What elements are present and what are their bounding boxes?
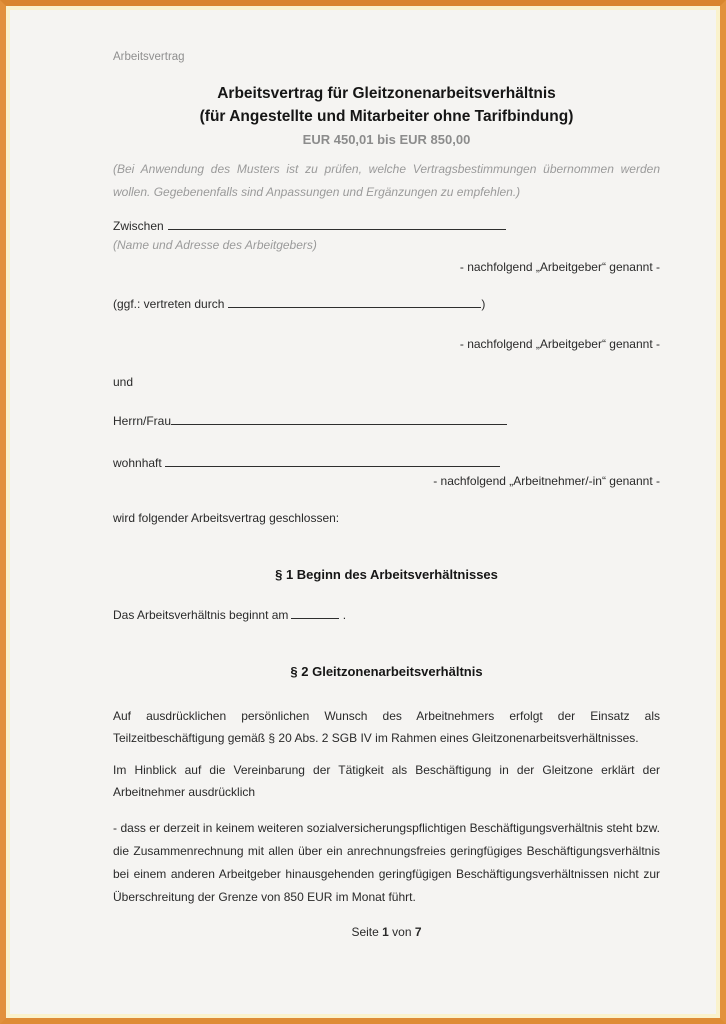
start-date-row — [113, 605, 660, 623]
footer-von-label: von — [392, 925, 412, 939]
employee-row — [113, 411, 660, 429]
employer-designation: - nachfolgend „Arbeitgeber“ genannt - — [459, 260, 660, 274]
employee-designation: - nachfolgend „Arbeitnehmer/-in“ genannt - — [433, 474, 660, 488]
section-1-heading: § 1 Beginn des Arbeitsverhältnisses — [275, 567, 498, 582]
employer-hint: (Name und Adresse des Arbeitgebers) — [113, 238, 317, 252]
footer-page-number: 1 — [382, 925, 389, 939]
employee-label: Herrn/Frau — [113, 414, 172, 428]
start-date-suffix: . — [342, 608, 347, 622]
contract-title-line1: Arbeitsvertrag für Gleitzonenarbeitsverhältnis — [217, 85, 556, 102]
zwischen-label: Zwischen — [113, 219, 164, 233]
start-date-prefix: Das Arbeitsverhältnis beginnt am — [113, 608, 289, 622]
wohnhaft-label: wohnhaft — [113, 456, 162, 470]
start-date-blank — [291, 605, 339, 619]
section-2-paragraph-2: Im Hinblick auf die Vereinbarung der Tätigkeit als Beschäftigung in der Gleitzone erklärt der Arbeitnehmer ausdrücklich — [113, 763, 660, 799]
und-label: und — [113, 375, 134, 389]
representative-name-blank — [228, 294, 481, 308]
header-label: Arbeitsvertrag — [113, 51, 185, 63]
employee-address-blank — [165, 453, 500, 467]
section-2-paragraph-3: - dass er derzeit in keinem weiteren sozialversicherungspflichtigen Beschäftigungsverhältnis steht bzw. die Zusammenrechnung mit allen über ein anrechnungsfreies geringfügiges Beschäftigungsverhältnis bei einem anderen Arbeitgeber hinausgehenden geringfügigen Beschäftigungsverhältnissen nicht zur Überschreitung der Grenze von 850 EUR im Monat führt. — [113, 821, 660, 904]
footer-seite-label: Seite — [351, 925, 379, 939]
employer-designation-2: - nachfolgend „Arbeitgeber“ genannt - — [459, 337, 660, 351]
contract-title-line2: (für Angestellte und Mitarbeiter ohne Tarifbindung) — [199, 108, 574, 125]
section-2-paragraph-1: Auf ausdrücklichen persönlichen Wunsch des Arbeitnehmers erfolgt der Einsatz als Teilzeitbeschäftigung gemäß § 20 Abs. 2 SGB IV im Rahmen eines Gleitzonenarbeitsverhältnisses. — [113, 709, 660, 745]
title-block — [113, 82, 660, 148]
address-row — [113, 453, 660, 471]
representative-close-paren: ) — [481, 297, 486, 311]
footer-total-pages: 7 — [414, 925, 422, 939]
representative-label: (ggf.: vertreten durch — [113, 297, 225, 311]
document-content — [10, 10, 716, 940]
employer-name-blank — [168, 216, 506, 230]
page-footer — [113, 924, 660, 940]
usage-note: (Bei Anwendung des Musters ist zu prüfen, welche Vertragsbestimmungen übernommen werden wollen. Gegebenenfalls sind Anpassungen und Ergänzungen zu empfehlen.) — [113, 162, 660, 199]
salary-range: EUR 450,01 bis EUR 850,00 — [302, 132, 471, 147]
document-page — [6, 6, 720, 1018]
contract-intro: wird folgender Arbeitsvertrag geschlossen: — [113, 511, 340, 525]
employee-name-blank — [171, 411, 507, 425]
zwischen-row — [113, 216, 660, 234]
section-2-heading: § 2 Gleitzonenarbeitsverhältnis — [290, 664, 483, 679]
representative-row — [113, 294, 660, 312]
